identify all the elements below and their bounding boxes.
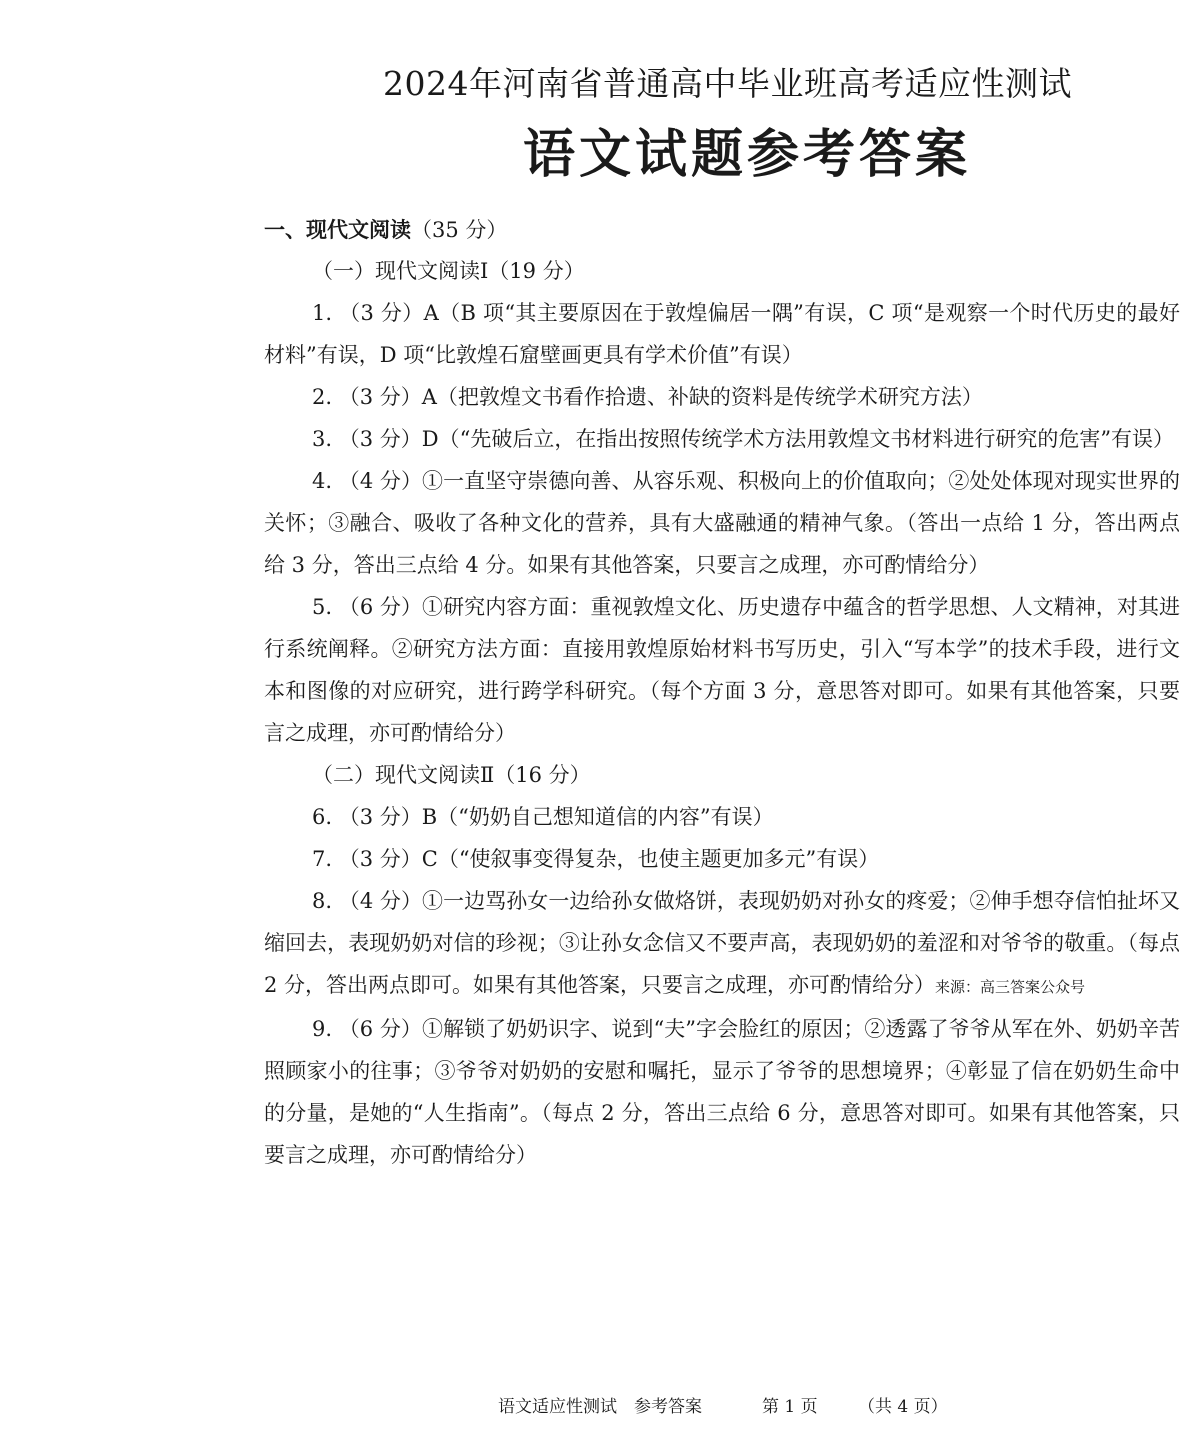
answer-item-5: 5. （6 分）①研究内容方面：重视敦煌文化、历史遗存中蕴含的哲学思想、人文精神，对其进行系统阐释。②研究方法方面：直接用敦煌原始材料书写历史，引入“写本学”的技术手段，进行文本和图像的对应研究，进行跨学科研究。（每个方面 3 分，意思答对即可。如果有其他答案，只要言之成理，亦可酌情给分）: [264, 595, 1180, 745]
answer-item-6: 6. （3 分）B（“奶奶自己想知道信的内容”有误）: [312, 805, 774, 829]
part-heading-reading-1: （一）现代文阅读Ⅰ（19 分）: [312, 259, 585, 283]
section-heading-score: （35 分）: [411, 218, 508, 242]
answer-item-2: 2. （3 分）A（把敦煌文书看作拾遗、补缺的资料是传统学术研究方法）: [312, 385, 983, 409]
answer-item-3: 3. （3 分）D（“先破后立，在指出按照传统学术方法用敦煌文书材料进行研究的危害”有误）: [312, 427, 1175, 451]
footer-document-name: 语文适应性测试 参考答案: [498, 1397, 702, 1417]
footer-page-number: 第 1 页: [762, 1397, 818, 1417]
answer-item-9: 9. （6 分）①解锁了奶奶识字、说到“夫”字会脸红的原因；②透露了爷爷从军在外、奶奶辛苦照顾家小的往事；③爷爷对奶奶的安慰和嘱托，显示了爷爷的思想境界；④彰显了信在奶奶生命中的分量，是她的“人生指南”。（每点 2 分，答出三点给 6 分，意思答对即可。如果有其他答案，只要言之成理，亦可酌情给分）: [264, 1017, 1180, 1167]
answer-item-4: 4. （4 分）①一直坚守崇德向善、从容乐观、积极向上的价值取向；②处处体现对现实世界的关怀；③融合、吸收了各种文化的营养，具有大盛融通的精神气象。（答出一点给 1 分，答出两点给 3 分，答出三点给 4 分。如果有其他答案，只要言之成理，亦可酌情给分）: [264, 469, 1180, 577]
answer-item-1: 1. （3 分）A（B 项“其主要原因在于敦煌偏居一隅”有误，C 项“是观察一个时代历史的最好材料”有误，D 项“比敦煌石窟壁画更具有学术价值”有误）: [264, 301, 1180, 367]
answer-item-8-text: 8. （4 分）①一边骂孙女一边给孙女做烙饼，表现奶奶对孙女的疼爱；②伸手想夺信怕扯坏又缩回去，表现奶奶对信的珍视；③让孙女念信又不要声高，表现奶奶的羞涩和对爷爷的敬重。（每点 2 分，答出两点即可。如果有其他答案，只要言之成理，亦可酌情给分）: [264, 889, 1180, 997]
document-title: 2024年河南省普通高中毕业班高考适应性测试: [383, 64, 1072, 103]
answer-item-8: [264, 880, 1180, 1008]
source-note: 来源：高三答案公众号: [935, 978, 1086, 996]
section-heading-modern-reading: [264, 210, 1180, 250]
section-heading-label: 一、现代文阅读: [264, 218, 411, 242]
answer-item-7: 7. （3 分）C（“使叙事变得复杂，也使主题更加多元”有误）: [312, 847, 880, 871]
document-subtitle: 语文试题参考答案: [523, 125, 972, 185]
answer-content: [264, 210, 1180, 1176]
footer-total-pages: （共 4 页）: [858, 1397, 948, 1417]
part-heading-reading-2: （二）现代文阅读Ⅱ（16 分）: [312, 763, 591, 787]
